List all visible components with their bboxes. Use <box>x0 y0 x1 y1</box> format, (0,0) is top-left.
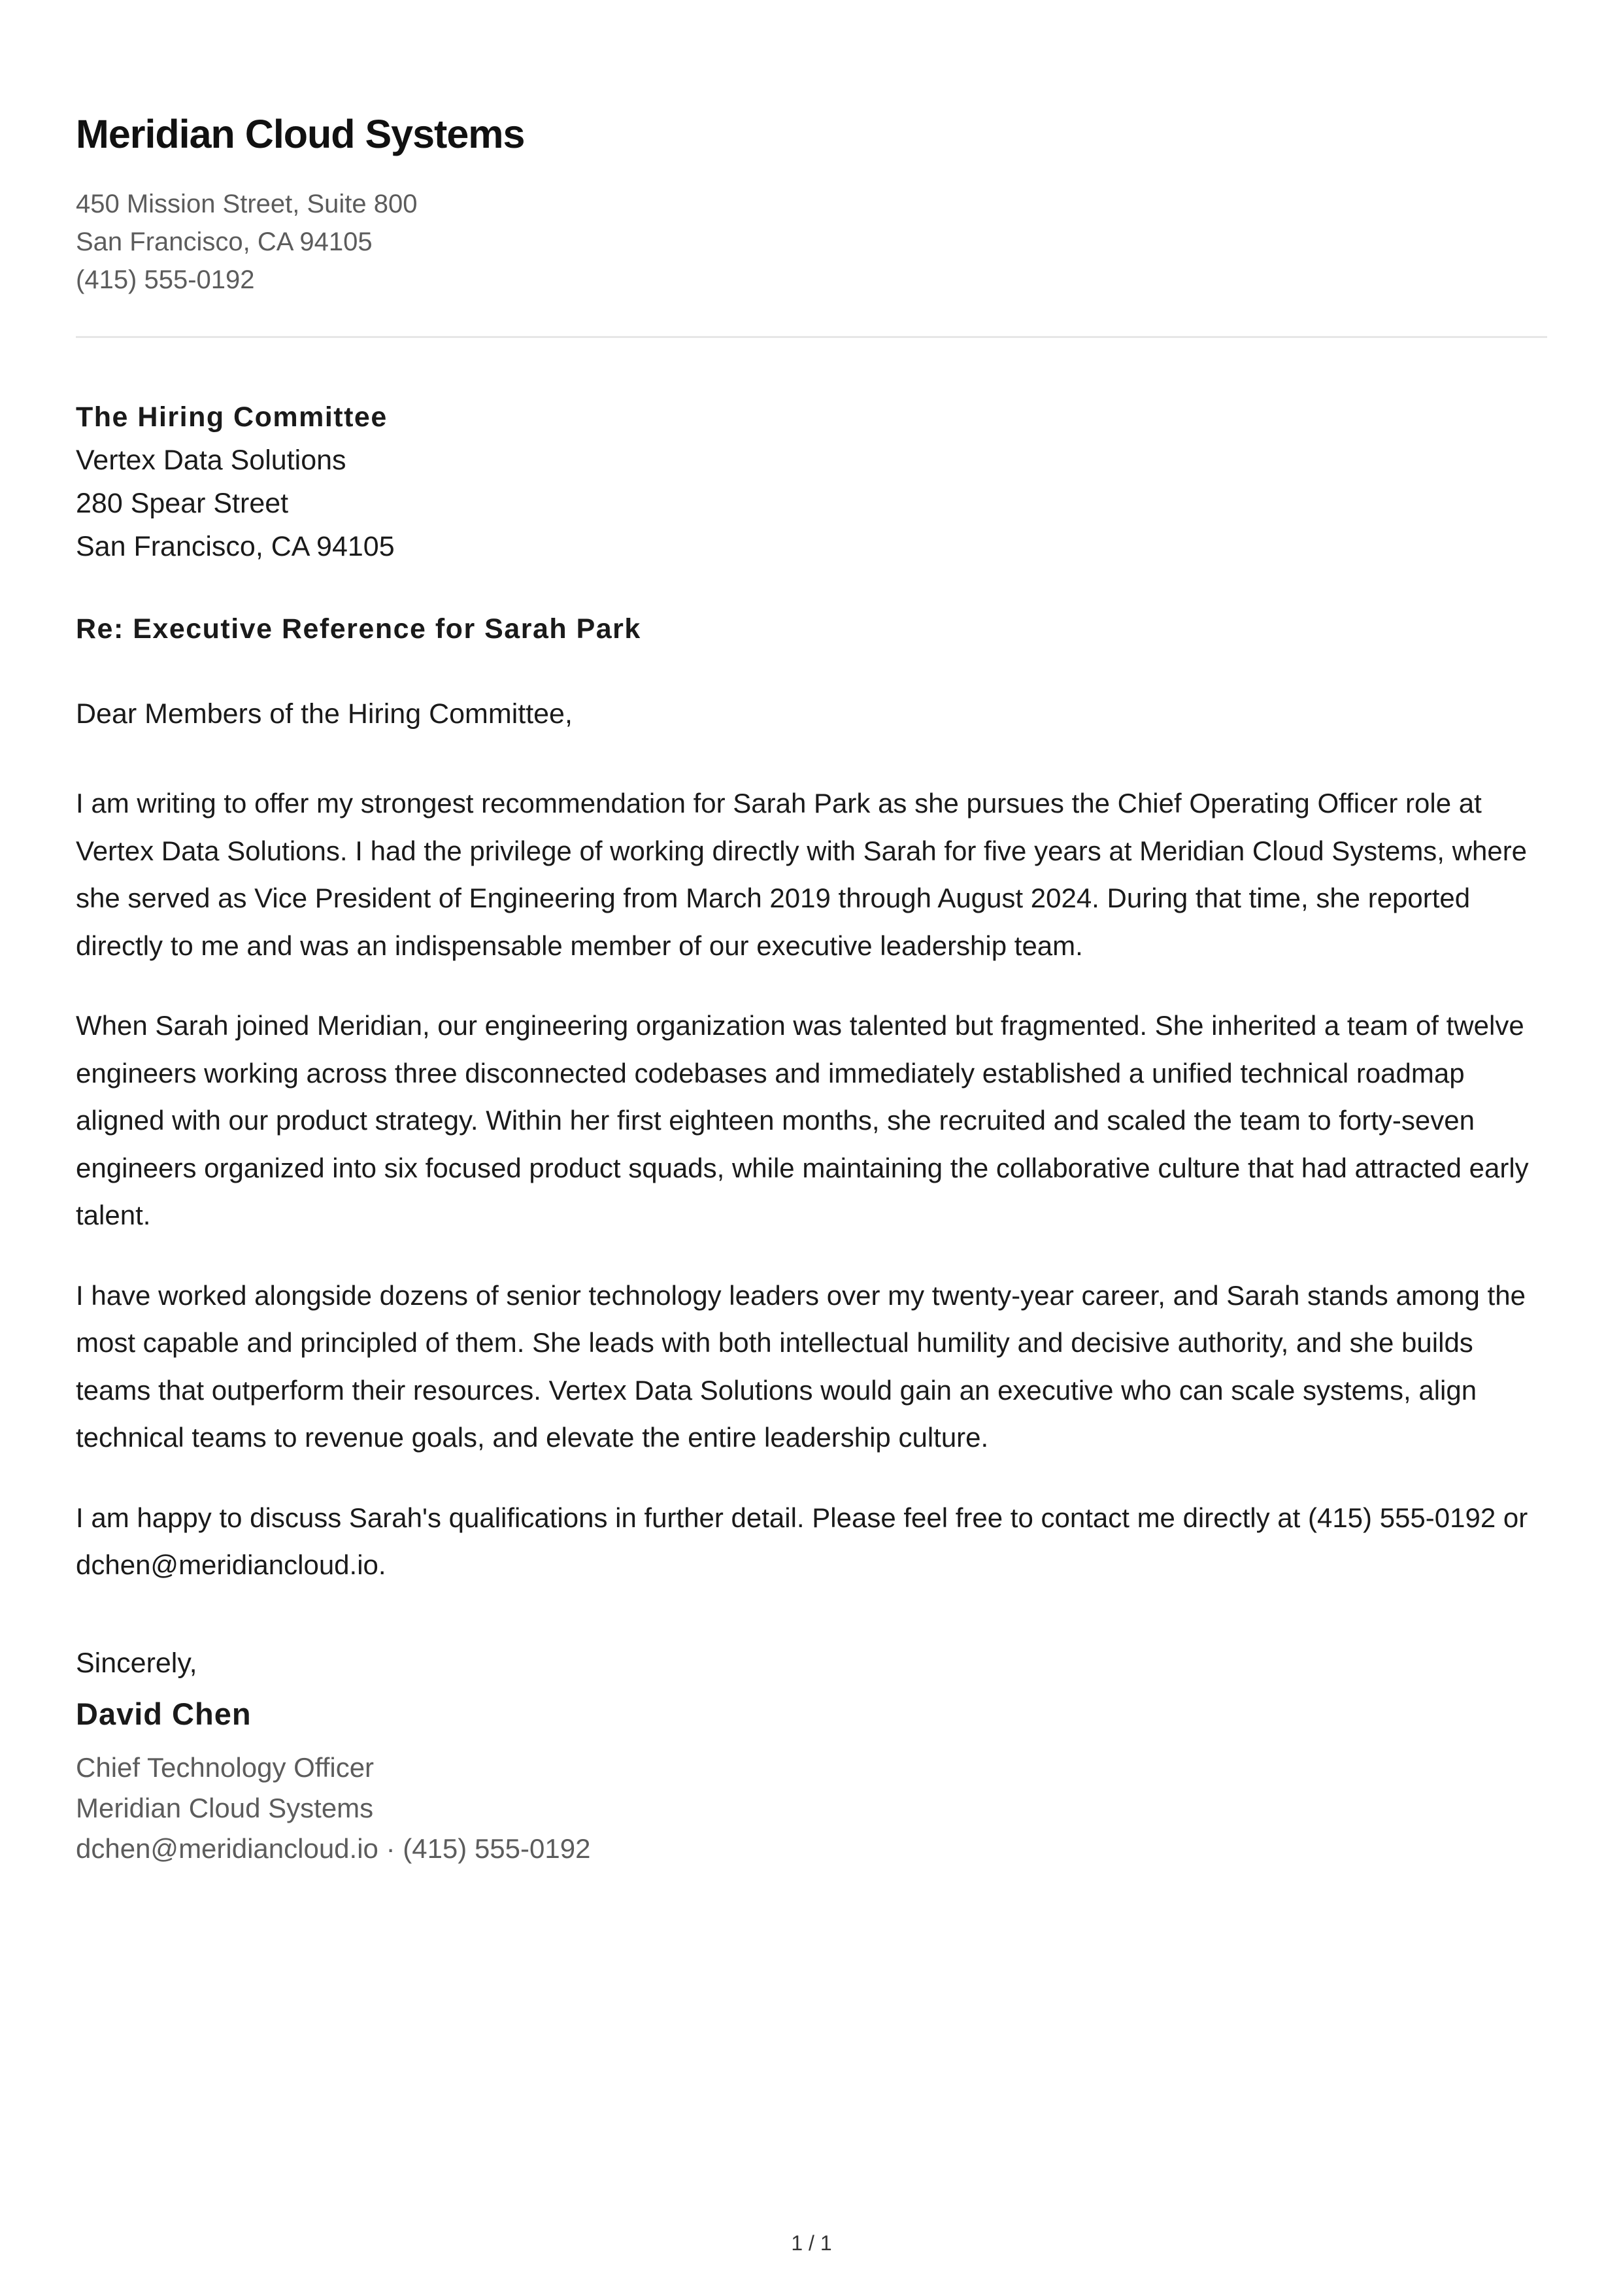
recipient-city-state-zip: San Francisco, CA 94105 <box>76 531 395 562</box>
recipient-block <box>76 396 395 568</box>
closing: Sincerely, <box>76 1647 197 1679</box>
sender-company-name: Meridian Cloud Systems <box>76 112 525 156</box>
sender-address-line2: San Francisco, CA 94105 <box>76 228 373 256</box>
signer-name: David Chen <box>76 1697 252 1731</box>
letter-body <box>76 780 1547 1622</box>
signer-details <box>76 1747 590 1869</box>
body-paragraph-3: I have worked alongside dozens of senior technology leaders over my twenty-year career, and Sarah stands among the most capable and principled of them. She leads with both intellectual humility and decisive authority, and she builds teams that outperform their resources. Vertex Data Solutions would gain an executive who can scale systems, align technical teams to revenue goals, and elevate the entire leadership culture. <box>76 1279 1526 1453</box>
salutation: Dear Members of the Hiring Committee, <box>76 698 573 730</box>
recipient-street: 280 Spear Street <box>76 488 289 519</box>
body-paragraph-1: I am writing to offer my strongest recommendation for Sarah Park as she pursues the Chief Operating Officer role at Vertex Data Solutions. I had the privilege of working directly with Sarah for five years at Meridian Cloud Systems, where she served as Vice President of Engineering from March 2019 through August 2024. During that time, she reported directly to me and was an indispensable member of our executive leadership team. <box>76 788 1528 961</box>
body-paragraph-4: I am happy to discuss Sarah's qualifications in further detail. Please feel free to contact me directly at (415) 555-0192 or dchen@meridiancloud.io. <box>76 1502 1528 1580</box>
sender-phone: (415) 555-0192 <box>76 265 255 294</box>
recipient-company: Vertex Data Solutions <box>76 445 346 476</box>
signer-title: Chief Technology Officer <box>76 1752 375 1783</box>
sender-address-block <box>76 185 418 299</box>
signer-contact: dchen@meridiancloud.io · (415) 555-0192 <box>76 1833 591 1864</box>
letter-page <box>76 0 1547 2296</box>
subject-line: Re: Executive Reference for Sarah Park <box>76 613 641 645</box>
body-paragraph-2: When Sarah joined Meridian, our engineering organization was talented but fragmented. She inherited a team of twelve engineers working across three disconnected codebases and immediately established a unified technical roadmap aligned with our product strategy. Within her first eighteen months, she recruited and scaled the team to forty-seven engineers organized into six focused product squads, while maintaining the collaborative culture that had attracted early talent. <box>76 1010 1529 1230</box>
sender-address-line1: 450 Mission Street, Suite 800 <box>76 190 418 218</box>
header-divider <box>76 336 1547 338</box>
signer-company: Meridian Cloud Systems <box>76 1793 374 1823</box>
recipient-name: The Hiring Committee <box>76 401 388 433</box>
page-number: 1 / 1 <box>791 2231 832 2255</box>
